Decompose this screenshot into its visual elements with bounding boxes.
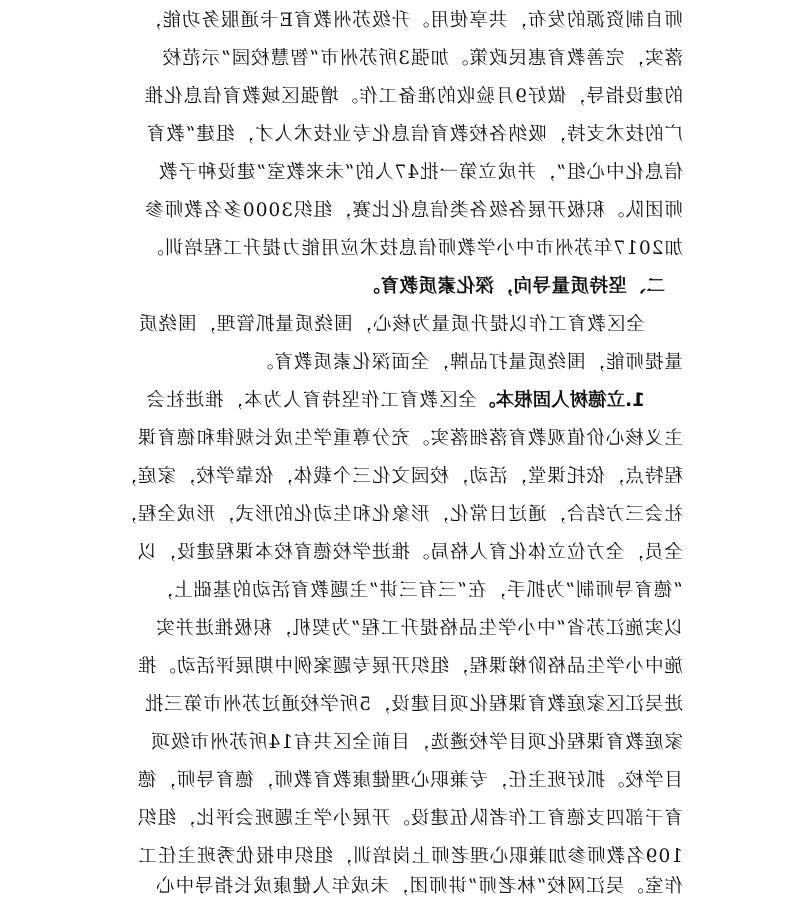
text-line: 全员，全方位立体化育人格局。推进学校德育校本课程建设，以: [136, 542, 683, 563]
text-line: 全区教育工作以提升质量为核心，围绕质量抓管理，围绕质: [137, 314, 645, 335]
text-line: 加2017年苏州市中小学教师信息技术应用能力提升工程培训。: [144, 238, 683, 259]
text-line: 家庭教育课程化项目学校遴选，目前全区共有14所苏州市级项: [150, 732, 683, 753]
text-line: “德育导师制”为抓手，在“三有三讲”主题教育活动的基础上，: [153, 580, 683, 601]
text-line: 落实，完善教育惠民政策。加强3所苏州市“智慧校园”示范校: [161, 48, 683, 69]
text-line: 广的技术支持，吸纳各校教育信息化专业技术人才，组建“教育: [146, 124, 683, 145]
text-line: 进吴江区家庭教育课程化项目建设，5所学校通过苏州市第三批: [143, 694, 683, 715]
text-line: 目学校。抓好班主任，专兼职心理健康教育教师，德育导师，德: [136, 770, 683, 791]
text-line: 的建设指导，做好9月验收的准备工作。增强区域教育信息化推: [143, 86, 683, 107]
text-line: 社会三方结合，通过日常化，形象化和生动化的形式，形成全程，: [117, 504, 683, 525]
text-line: 主义核心价值观教育落细落实。充分尊重学生成长规律和德育课: [136, 428, 683, 449]
text-line-with-subheading: [88, 382, 645, 420]
text-line: 109名教师参加兼职心理老师上岗培训，组织申报优秀班主任工: [137, 846, 683, 867]
text-line: 程特点，依托课堂，活动，校园文化三个载体，依靠学校，家庭，: [117, 466, 683, 487]
text-line: 师团队。积极开展各级各类信息化比赛，组织3000多名教师参: [144, 200, 683, 221]
text-line: 施中小学生品格阶梯课程，组织开展专题案例中期展评活动。推: [136, 656, 683, 677]
text-line: 育干部四支德育工作者队伍建设。开展小学主题班会评比，组织: [136, 808, 683, 829]
section-heading: 二、坚持质量导向，深化素质教育。: [360, 276, 665, 297]
text-line: 作室。吴江网校“林老师”讲师团，未成年人健康成长指导中心: [155, 876, 683, 897]
text-line: 量提师能，围绕质量打品牌，全面深化素质教育。: [253, 352, 683, 373]
text-line: 信息化中心组”，并成立第一批47人的“未来教室”建设种子教: [158, 162, 683, 183]
text-line: 以实施江苏省“中小学生品格提升工程”为契机，积极推进并实: [155, 618, 683, 639]
subsection-heading: 1.立德树人固根本。: [477, 390, 645, 411]
text-run: 全区教育工作坚持育人为本，推进社会: [145, 390, 478, 411]
text-line: 师自制资源的发布，共享使用。升级苏州教育E卡通服务功能，: [141, 10, 683, 31]
